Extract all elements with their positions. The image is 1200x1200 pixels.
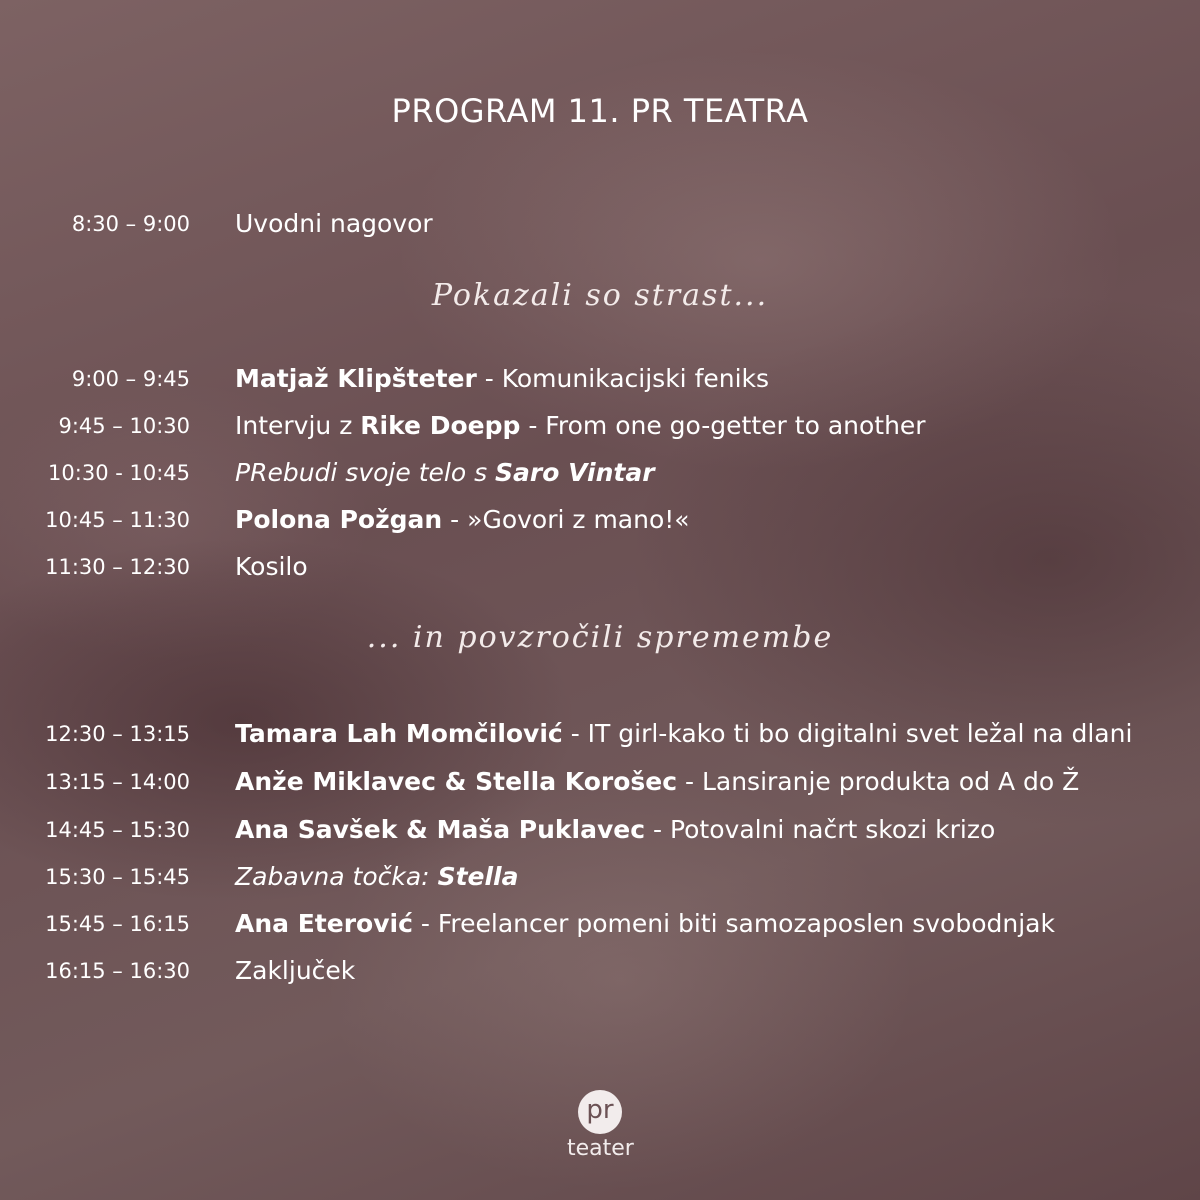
session-text: Tamara Lah Momčilović - IT girl-kako ti bo digitalni svet ležal na dlani bbox=[235, 719, 1133, 748]
time-slot: 15:30 – 15:45 bbox=[45, 865, 190, 889]
schedule-row bbox=[0, 859, 1200, 895]
session-text: Matjaž Klipšteter - Komunikacijski feniks bbox=[235, 364, 770, 393]
schedule-row bbox=[0, 549, 1200, 585]
time-slot: 10:45 – 11:30 bbox=[45, 508, 190, 532]
schedule-row bbox=[0, 764, 1200, 800]
time-slot: 8:30 – 9:00 bbox=[71, 212, 190, 236]
schedule-row bbox=[0, 408, 1200, 444]
schedule-row bbox=[0, 812, 1200, 848]
session-text: Ana Savšek & Maša Puklavec - Potovalni načrt skozi krizo bbox=[235, 815, 996, 844]
time-slot: 16:15 – 16:30 bbox=[45, 959, 190, 983]
session-text: PRebudi svoje telo s Saro Vintar bbox=[235, 458, 655, 487]
time-slot: 9:45 – 10:30 bbox=[58, 414, 190, 438]
time-slot: 10:30 - 10:45 bbox=[48, 461, 190, 485]
section-tagline: Pokazali so strast... bbox=[431, 278, 769, 313]
time-slot: 12:30 – 13:15 bbox=[45, 722, 190, 746]
time-slot: 9:00 – 9:45 bbox=[71, 367, 190, 391]
schedule-row bbox=[0, 361, 1200, 397]
session-text: Intervju z Rike Doepp - From one go-getter to another bbox=[235, 411, 926, 440]
schedule-row bbox=[0, 906, 1200, 942]
schedule-row bbox=[0, 716, 1200, 752]
session-text: Zaključek bbox=[235, 956, 356, 985]
page-title: PROGRAM 11. PR TEATRA bbox=[391, 92, 809, 130]
session-text: Ana Eterović - Freelancer pomeni biti samozaposlen svobodnjak bbox=[235, 909, 1055, 938]
logo-mark: pr bbox=[578, 1090, 622, 1134]
session-text: Polona Požgan - »Govori z mano!« bbox=[235, 505, 690, 534]
schedule-row bbox=[0, 206, 1200, 242]
session-text: Kosilo bbox=[235, 552, 308, 581]
schedule-row bbox=[0, 502, 1200, 538]
session-text: Uvodni nagovor bbox=[235, 209, 433, 238]
session-text: Zabavna točka: Stella bbox=[235, 862, 519, 891]
section-tagline: ... in povzročili spremembe bbox=[366, 620, 834, 655]
schedule-row bbox=[0, 953, 1200, 989]
time-slot: 15:45 – 16:15 bbox=[45, 912, 190, 936]
time-slot: 13:15 – 14:00 bbox=[45, 770, 190, 794]
logo-text: teater bbox=[567, 1136, 634, 1161]
session-text: Anže Miklavec & Stella Korošec - Lansiranje produkta od A do Ž bbox=[235, 767, 1080, 796]
time-slot: 11:30 – 12:30 bbox=[45, 555, 190, 579]
pr-teater-logo bbox=[567, 1090, 633, 1161]
schedule-row bbox=[0, 455, 1200, 491]
time-slot: 14:45 – 15:30 bbox=[45, 818, 190, 842]
